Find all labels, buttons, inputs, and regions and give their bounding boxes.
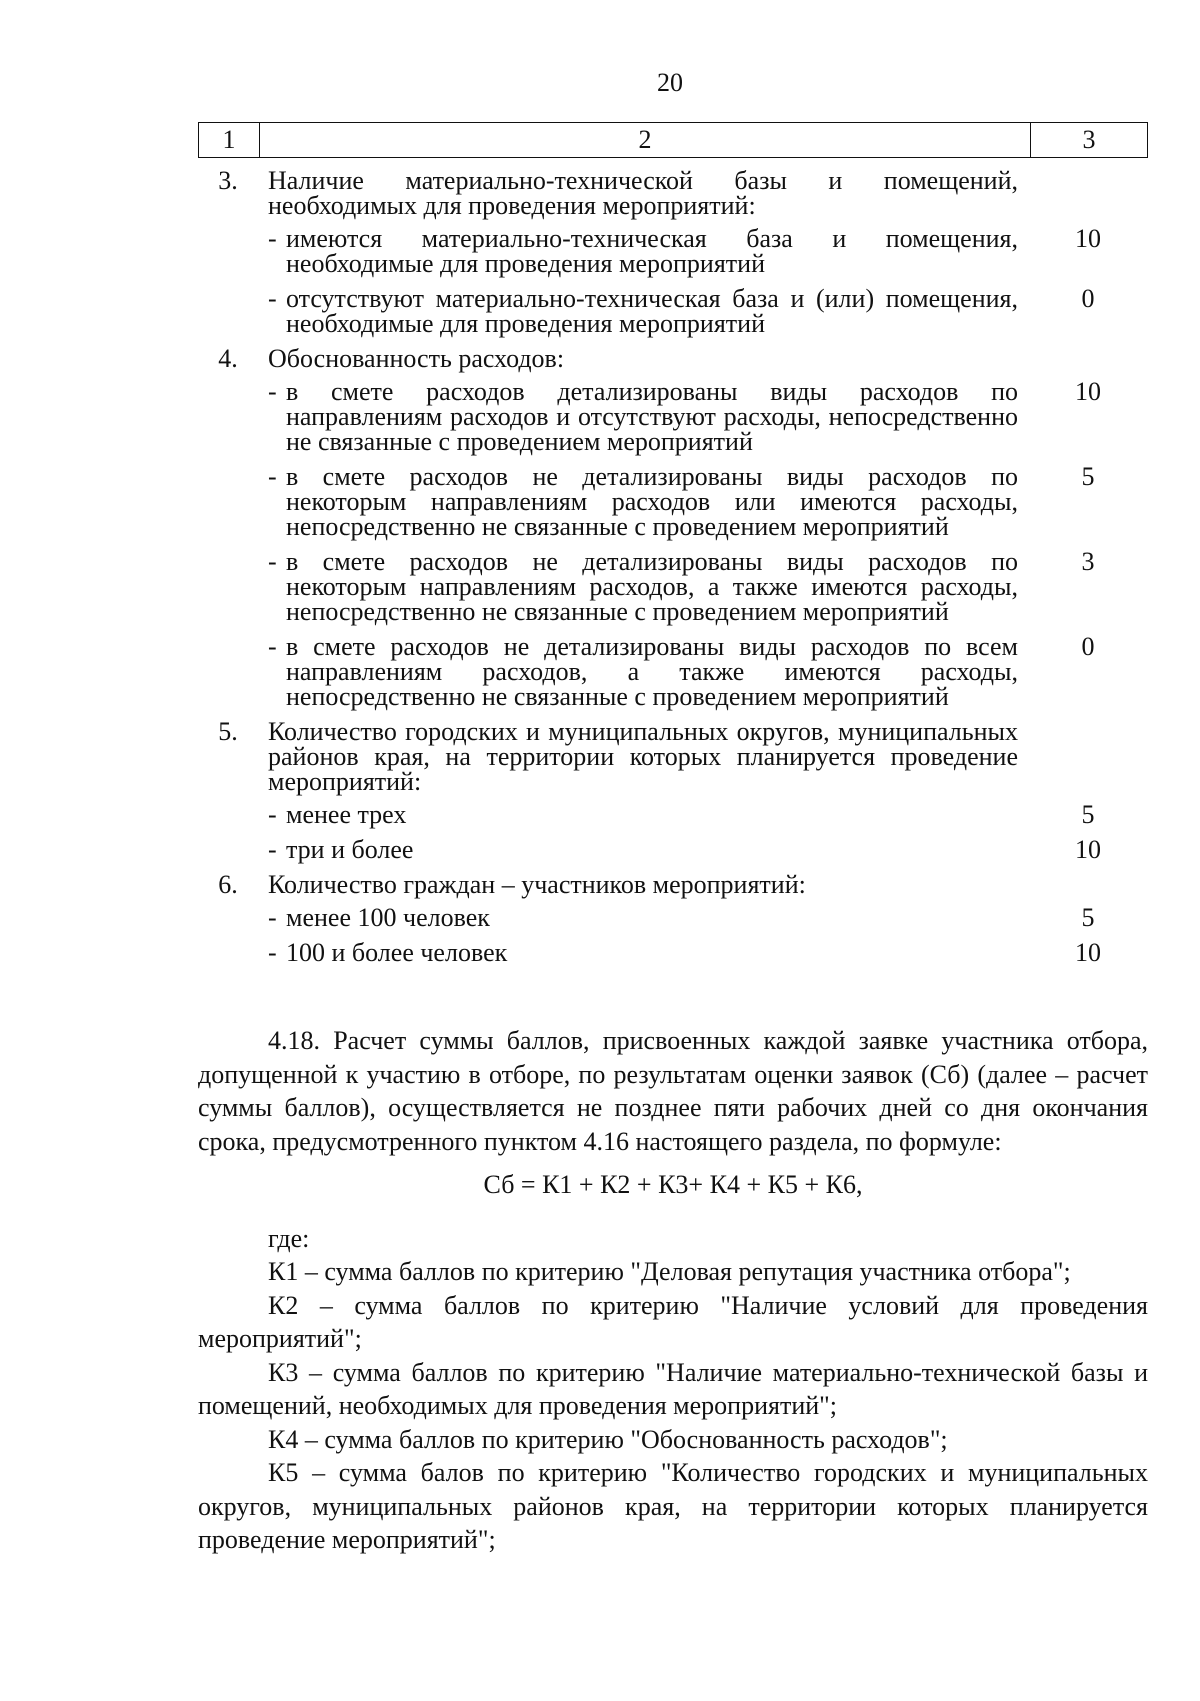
criterion-option: - 100 и более человек 10 — [198, 940, 1148, 965]
table-header-col-1: 1 — [199, 123, 260, 157]
criterion-title: Количество граждан – участников мероприятий: — [268, 870, 806, 899]
option-score: 10 — [1075, 835, 1101, 864]
option-text: имеются материально-техническая база и помещения, необходимые для проведения мероприятий — [286, 224, 1018, 278]
paragraph-4-18: 4.18. Расчет суммы баллов, присвоенных каждой заявке участника отбора, допущенной к участию в отборе, по результатам оценки заявок (Сб) (далее – расчет суммы баллов), осуществляется не позднее пяти рабочих дней со дня окончания срока, предусмотренного пунктом 4.16 настоящего раздела, по формуле: — [198, 1026, 1148, 1156]
option-text: менее 100 человек — [286, 903, 490, 932]
option-score: 3 — [1081, 547, 1095, 576]
criterion-number: 6. — [218, 870, 238, 899]
k1-definition: К1 – сумма баллов по критерию "Деловая репутация участника отбора"; — [268, 1257, 1071, 1286]
criterion-4 — [198, 346, 1148, 371]
option-score: 0 — [1081, 632, 1095, 661]
criterion-number: 5. — [218, 717, 238, 746]
k3-definition: К3 – сумма баллов по критерию "Наличие материально-технической базы и помещений, необходимых для проведения мероприятий"; — [198, 1357, 1148, 1420]
criterion-option: - отсутствуют материально-техническая база и (или) помещения, необходимые для проведения мероприятий 0 — [198, 286, 1148, 336]
option-score: 5 — [1081, 903, 1095, 932]
criterion-option: - менее трех 5 — [198, 802, 1148, 827]
criterion-3 — [198, 168, 1148, 218]
criteria-list — [198, 168, 1148, 975]
criterion-5 — [198, 719, 1148, 794]
table-header-col-2: 2 — [260, 123, 1031, 157]
option-text: в смете расходов не детализированы виды расходов по некоторым направлениям расходов или имеются расходы, непосредственно не связанные с проведением мероприятий — [286, 462, 1018, 541]
option-score: 0 — [1081, 284, 1095, 313]
criterion-title: Количество городских и муниципальных округов, муниципальных районов края, на территории которых планируется проведение мероприятий: — [268, 717, 1018, 796]
criterion-option: - в смете расходов детализированы виды расходов по направлениям расходов и отсутствуют расходы, непосредственно не связанные с проведением мероприятий 10 — [198, 379, 1148, 454]
option-score: 5 — [1081, 800, 1095, 829]
option-text: отсутствуют материально-техническая база и (или) помещения, необходимые для проведения мероприятий — [286, 284, 1018, 338]
option-text: в смете расходов не детализированы виды расходов по всем направлениям расходов, а также имеются расходы, непосредственно не связанные с проведением мероприятий — [286, 632, 1018, 711]
option-text: 100 и более человек — [286, 938, 508, 967]
option-text: в смете расходов детализированы виды расходов по направлениям расходов и отсутствуют расходы, непосредственно не связанные с проведением мероприятий — [286, 377, 1018, 456]
criterion-option: - три и более 10 — [198, 837, 1148, 862]
k5-definition: К5 – сумма балов по критерию "Количество городских и муниципальных округов, муниципальных районов края, на территории которых планируется проведение мероприятий"; — [198, 1458, 1148, 1554]
option-text: три и более — [286, 835, 414, 864]
criterion-number: 3. — [218, 166, 238, 195]
table-header-row — [198, 122, 1148, 158]
k2-definition: К2 – сумма баллов по критерию "Наличие условий для проведения мероприятий"; — [198, 1290, 1148, 1353]
option-score: 10 — [1075, 377, 1101, 406]
where-label: где: — [268, 1223, 310, 1253]
criterion-option: - в смете расходов не детализированы виды расходов по всем направлениям расходов, а также имеются расходы, непосредственно не связанные с проведением мероприятий 0 — [198, 634, 1148, 709]
page-number: 20 — [657, 68, 683, 97]
criterion-number: 4. — [218, 344, 238, 373]
criterion-option: - имеются материально-техническая база и помещения, необходимые для проведения мероприятий 10 — [198, 226, 1148, 276]
option-score: 5 — [1081, 462, 1095, 491]
option-text: в смете расходов не детализированы виды расходов по некоторым направлениям расходов, а также имеются расходы, непосредственно не связанные с проведением мероприятий — [286, 547, 1018, 626]
option-score: 10 — [1075, 938, 1101, 967]
criterion-6 — [198, 872, 1148, 897]
k4-definition: К4 – сумма баллов по критерию "Обоснованность расходов"; — [268, 1424, 948, 1454]
body-text — [198, 1024, 1148, 1557]
table-header-col-3: 3 — [1082, 125, 1096, 154]
criterion-title: Наличие материально-технической базы и помещений, необходимых для проведения мероприятий: — [268, 166, 1018, 220]
criterion-option: - менее 100 человек 5 — [198, 905, 1148, 930]
option-score: 10 — [1075, 224, 1101, 253]
criterion-option: - в смете расходов не детализированы виды расходов по некоторым направлениям расходов или имеются расходы, непосредственно не связанные с проведением мероприятий 5 — [198, 464, 1148, 539]
criterion-option: - в смете расходов не детализированы виды расходов по некоторым направлениям расходов, а также имеются расходы, непосредственно не связанные с проведением мероприятий 3 — [198, 549, 1148, 624]
formula: Сб = К1 + К2 + К3+ К4 + К5 + К6, — [483, 1170, 863, 1199]
option-text: менее трех — [286, 800, 407, 829]
criterion-title: Обоснованность расходов: — [268, 344, 565, 373]
